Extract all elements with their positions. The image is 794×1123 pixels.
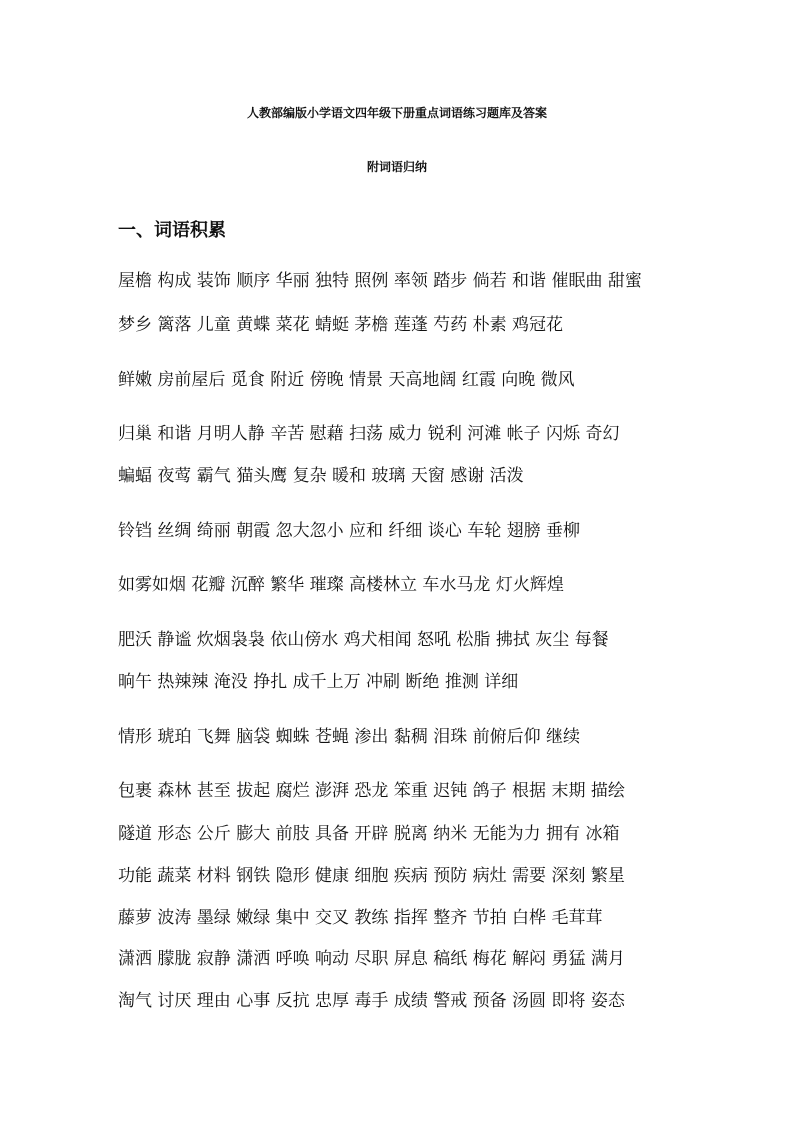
document-title: 人教部编版小学语文四年级下册重点词语练习题库及答案	[246, 106, 547, 120]
vocab-line: 藤萝 波涛 墨绿 嫩绿 集中 交叉 教练 指挥 整齐 节拍 白桦 毛茸茸	[118, 908, 603, 928]
vocab-line: 铃铛 丝绸 绮丽 朝霞 忽大忽小 应和 纤细 谈心 车轮 翅膀 垂柳	[118, 521, 581, 541]
vocab-line: 功能 蔬菜 材料 钢铁 隐形 健康 细胞 疾病 预防 病灶 需要 深刻 繁星	[118, 866, 625, 886]
section-heading-vocabulary: 一、词语积累	[118, 220, 226, 241]
vocab-line: 淘气 讨厌 理由 心事 反抗 忠厚 毒手 成绩 警戒 预备 汤圆 即将 姿态	[118, 991, 625, 1011]
vocab-line: 肥沃 静谧 炊烟袅袅 依山傍水 鸡犬相闻 怒吼 松脂 拂拭 灰尘 每餐	[118, 630, 609, 650]
vocab-line: 晌午 热辣辣 淹没 挣扎 成千上万 冲刷 断绝 推测 详细	[118, 672, 519, 692]
vocab-line: 鲜嫩 房前屋后 觅食 附近 傍晚 情景 天高地阔 红霞 向晚 微风	[118, 370, 575, 390]
vocab-line: 如雾如烟 花瓣 沉醉 繁华 璀璨 高楼林立 车水马龙 灯火辉煌	[118, 575, 564, 595]
vocab-line: 情形 琥珀 飞舞 脑袋 蜘蛛 苍蝇 渗出 黏稠 泪珠 前俯后仰 继续	[118, 727, 581, 747]
vocab-line: 隧道 形态 公斤 膨大 前肢 具备 开辟 脱离 纳米 无能为力 拥有 冰箱	[118, 824, 620, 844]
document-subtitle: 附词语归纳	[366, 160, 427, 174]
vocab-line: 屋檐 构成 装饰 顺序 华丽 独特 照例 率领 踏步 倘若 和谐 催眠曲 甜蜜	[118, 271, 642, 291]
vocab-line: 梦乡 篱落 儿童 黄蝶 菜花 蜻蜓 茅檐 莲蓬 芍药 朴素 鸡冠花	[118, 315, 564, 335]
vocab-line: 归巢 和谐 月明人静 辛苦 慰藉 扫荡 威力 锐利 河滩 帐子 闪烁 奇幻	[118, 424, 620, 444]
vocab-line: 包裹 森林 甚至 拔起 腐烂 澎湃 恐龙 笨重 迟钝 鸽子 根据 末期 描绘	[118, 781, 625, 801]
vocab-line: 蝙蝠 夜莺 霸气 猫头鹰 复杂 暖和 玻璃 天窗 感谢 活泼	[118, 466, 524, 486]
vocab-line: 潇洒 朦胧 寂静 潇洒 呼唤 响动 尽职 屏息 稿纸 梅花 解闷 勇猛 满月	[118, 949, 625, 969]
